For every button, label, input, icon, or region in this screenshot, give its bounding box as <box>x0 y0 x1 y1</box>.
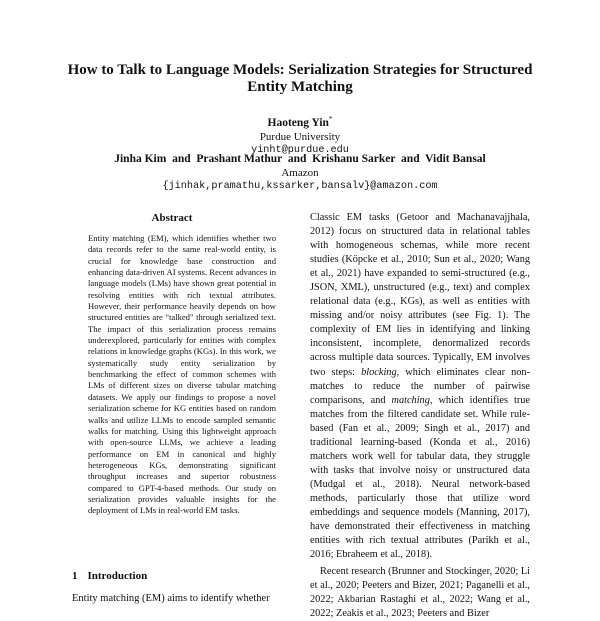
abstract-heading: Abstract <box>151 212 193 224</box>
abstract-text: Entity matching (EM), which identifies whether two data records refer to the same real-world entity, is crucial for knowledge base construction and enhancing data-driven AI systems. Recent advances in language models (LMs) have shown great potential in resolving entities with rich textual attributes. However, their performance heavily depends on how structured entities are "talked" through serialized text. The impact of this serialization process remains underexplored, particularly for entities with complex relations in knowledge graphs (KGs). In this work, we systematically study entity serialization by benchmarking the effect of common schemes with LMs of different sizes on diverse tabular matching datasets. We apply our findings to propose a novel serialization scheme for KG entities based on random walks and utilize LLMs to encode sampled semantic walks for matching. Using this lightweight approach with open-source LLMs, we achieve a leading performance on EM in canonical and highly heterogeneous KGs, demonstrating significant throughput increases and superior robustness compared to GPT-4-based methods. Our study on serialization provides valuable insights for the deployment of LMs in real-world EM tasks. <box>88 233 276 516</box>
section-heading-introduction <box>72 570 157 582</box>
author-names: Jinha Kim and Prashant Mathur and Krishanu Sarker and Vidit Bansal <box>114 153 486 165</box>
author-email: yinht@purdue.edu <box>251 144 349 156</box>
paragraph: Classic EM tasks (Getoor and Machanavajjhala, 2012) focus on structured data in relational tables with homogeneous schemas, while more recent studies (Köpcke et al., 2010; Sun et al., 2020; Wang et al., 2021) have expanded to semi-structured (e.g., JSON, XML), unstructured (e.g., text) and complex relational data (e.g., KGs), as well as entities with missing and/or noisy attributes (see Fig. 1). The complexity of EM lies in identifying and linking inconsistent, incomplete, denormalized records across multiple data sources. Typically, EM involves two steps: blocking, which eliminates clear non-matches to reduce the number of pairwise comparisons, and matching, which identifies true matches from the filtered candidate set. While rule-based (Fan et al., 2009; Singh et al., 2017) and traditional learning-based (Konda et al., 2016) matchers work well for tabular data, they struggle with tasks that involve noisy or unstructured data (Mudgal et al., 2018). Neural network-based methods, particularly those that utilize word embeddings and sequence models (Manning, 2017), have demonstrated their effectiveness in matching entities with rich textual attributes (Parikh et al., 2016; Ebraheem et al., 2018). <box>310 212 530 561</box>
term-matching: matching <box>391 394 430 406</box>
section-title: Introduction <box>87 570 148 582</box>
author-email: {jinhak,pramathu,kssarker,bansalv}@amazon.com <box>162 181 438 192</box>
footnote-mark: * <box>328 115 333 123</box>
author-affiliation: Purdue University <box>259 130 341 143</box>
intro-first-line: Entity matching (EM) aims to identify whether <box>72 593 270 604</box>
author-block-amazon <box>0 152 600 194</box>
author-affiliation: Amazon <box>281 167 319 179</box>
paper-title: How to Talk to Language Models: Serialization Strategies for Structured Entity Matching <box>67 62 533 95</box>
paragraph: Recent research (Brunner and Stockinger, 2020; Li et al., 2020; Peeters and Bizer, 2021; Paganelli et al., 2022; Akbarian Rastaghi et al., 2022; Wang et al., 2022; Zeakis et al., 2023; Peeters and Bizer <box>310 566 530 620</box>
term-blocking: blocking <box>361 366 397 378</box>
author-name: Haoteng Yin* <box>267 115 333 129</box>
section-number: 1 <box>72 570 78 582</box>
right-column-body <box>310 211 530 621</box>
author-block-purdue <box>0 112 600 158</box>
